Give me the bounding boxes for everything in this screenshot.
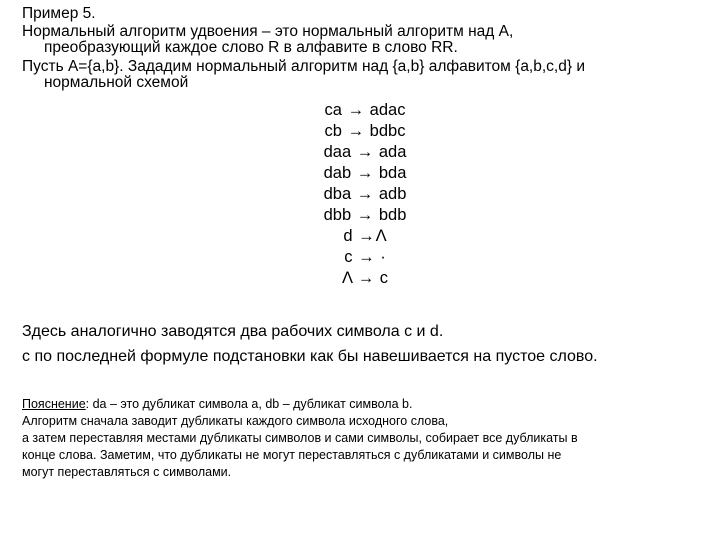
rule-right: bdbc [369,122,406,140]
explanation-line-3: а затем переставляя местами дубликаты символов и сами символы, собирает все дубликаты в [22,431,578,445]
explanation-label: Пояснение [22,397,86,411]
arrow-icon: → [357,269,375,287]
rule-left: dba [323,185,352,203]
scheme-rule [300,247,430,267]
definition-line-2: преобразующий каждое слово R в алфавите в слово RR. [44,39,458,56]
scheme-rule [300,184,430,204]
explanation-line-2: Алгоритм сначала заводит дубликаты каждого символа исходного слова, [22,414,449,428]
rule-right: Λ [375,227,387,245]
explanation-line-5: могут переставляться с символами. [22,465,232,479]
scheme-rule [300,205,430,225]
rule-left: Λ [341,269,353,287]
rule-right: bda [378,164,407,182]
rule-right: · [380,248,386,266]
scheme-rule [300,142,430,162]
explanation-text: : da – это дубликат символа a, db – дубликат символа b. [85,397,413,411]
alphabet-statement-line-1: Пусть A={a,b}. Зададим нормальный алгоритм над {a,b} алфавитом {a,b,c,d} и [22,58,585,75]
working-symbols-note: Здесь аналогично заводятся два рабочих символа c и d. [22,323,444,340]
arrow-icon: → [347,101,365,119]
rule-right: adac [369,101,406,119]
scheme-rule [300,163,430,183]
empty-word-note: c по последней формуле подстановки как бы навешивается на пустое слово. [22,348,598,365]
rule-right: ada [378,143,407,161]
rule-left: daa [323,143,352,161]
scheme-rule [300,268,430,288]
rule-left: d [343,227,353,245]
rule-right: adb [378,185,407,203]
explanation-line-1 [22,397,412,412]
scheme-rule [300,226,430,246]
definition-line-1: Нормальный алгоритм удвоения – это нормальный алгоритм над A, [22,23,514,40]
rule-right: c [379,269,389,287]
alphabet-statement-line-2: нормальной схемой [44,74,189,91]
arrow-icon: → [358,248,375,266]
arrow-icon: → [356,143,374,161]
arrow-icon: → [358,227,375,245]
arrow-icon: → [356,164,374,182]
explanation-line-4: конце слова. Заметим, что дубликаты не могут переставляться с дубликатами и символы не [22,448,562,462]
scheme-rule [300,100,430,120]
rule-left: c [344,248,353,266]
arrow-icon: → [356,185,374,203]
slide-title: Пример 5. [22,5,96,22]
rule-left: dab [323,164,352,182]
rule-right: bdb [378,206,407,224]
arrow-icon: → [347,122,365,140]
arrow-icon: → [356,206,374,224]
rule-left: ca [324,101,342,119]
rule-left: cb [324,122,342,140]
rule-left: dbb [323,206,352,224]
scheme-rule [300,121,430,141]
